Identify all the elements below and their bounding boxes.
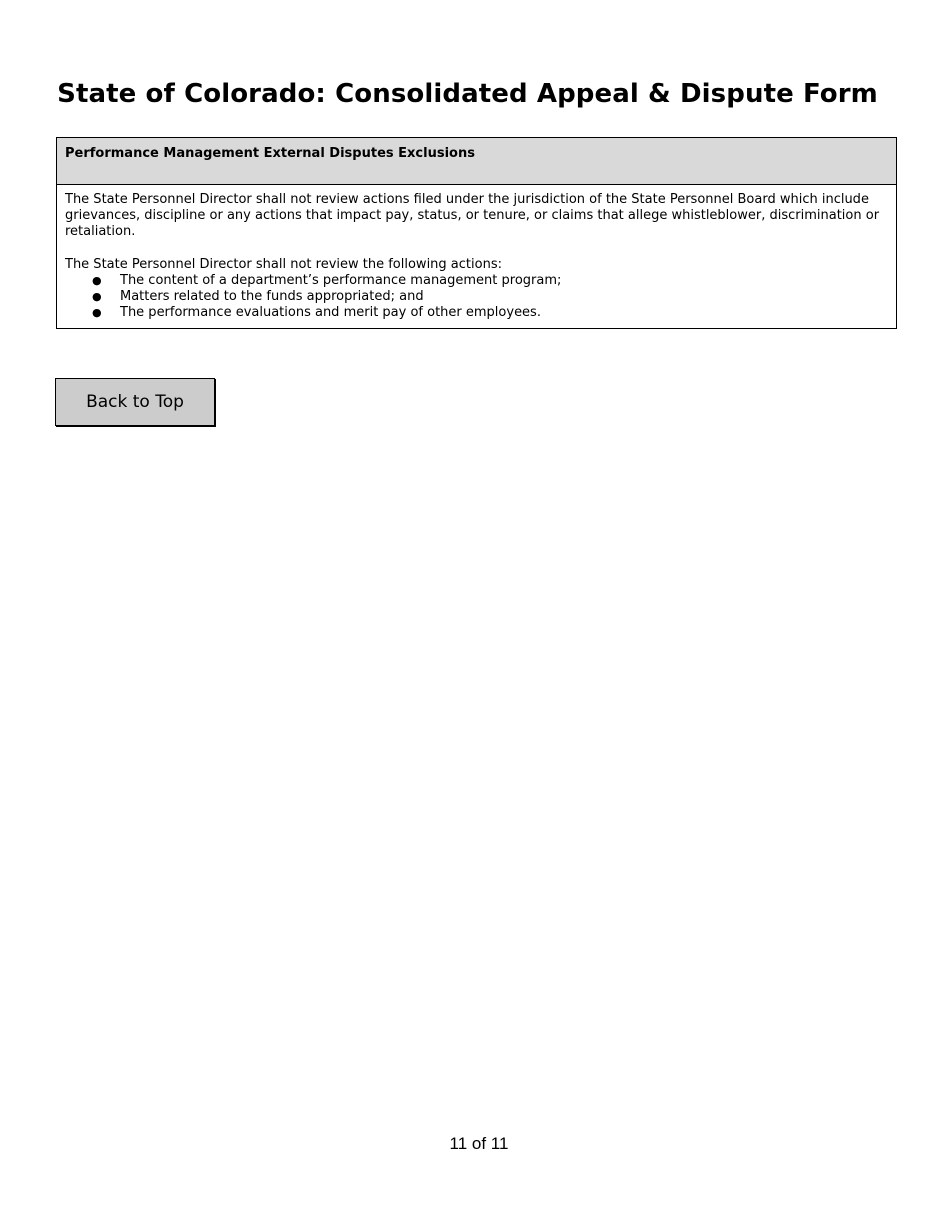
exclusions-list: [65, 273, 888, 322]
actions-intro-paragraph: The State Personnel Director shall not review the following actions:: [65, 256, 502, 272]
list-item-text: The content of a department’s performance management program;: [120, 272, 562, 288]
list-item-text: The performance evaluations and merit pay of other employees.: [120, 305, 541, 321]
exclusions-section: [56, 137, 897, 329]
jurisdiction-paragraph: The State Personnel Director shall not review actions filed under the jurisdiction of the State Personnel Board which include grievances, discipline or any actions that impact pay, status, or tenure, or claims that allege whistleblower, discrimination or retaliation.: [65, 192, 880, 240]
bullet-icon: ●: [92, 290, 102, 304]
list-item-text: Matters related to the funds appropriated; and: [120, 289, 424, 305]
list-item: [65, 289, 888, 305]
bullet-icon: ●: [92, 306, 102, 320]
section-heading: Performance Management External Disputes Exclusions: [57, 138, 896, 185]
section-body: [57, 185, 896, 328]
bullet-icon: ●: [92, 273, 102, 287]
back-to-top-button[interactable]: Back to Top: [55, 378, 215, 426]
page-title: State of Colorado: Consolidated Appeal & Dispute Form: [57, 79, 878, 109]
list-item: [65, 273, 888, 289]
list-item: [65, 305, 888, 321]
page-number: 11 of 11: [449, 1134, 509, 1153]
